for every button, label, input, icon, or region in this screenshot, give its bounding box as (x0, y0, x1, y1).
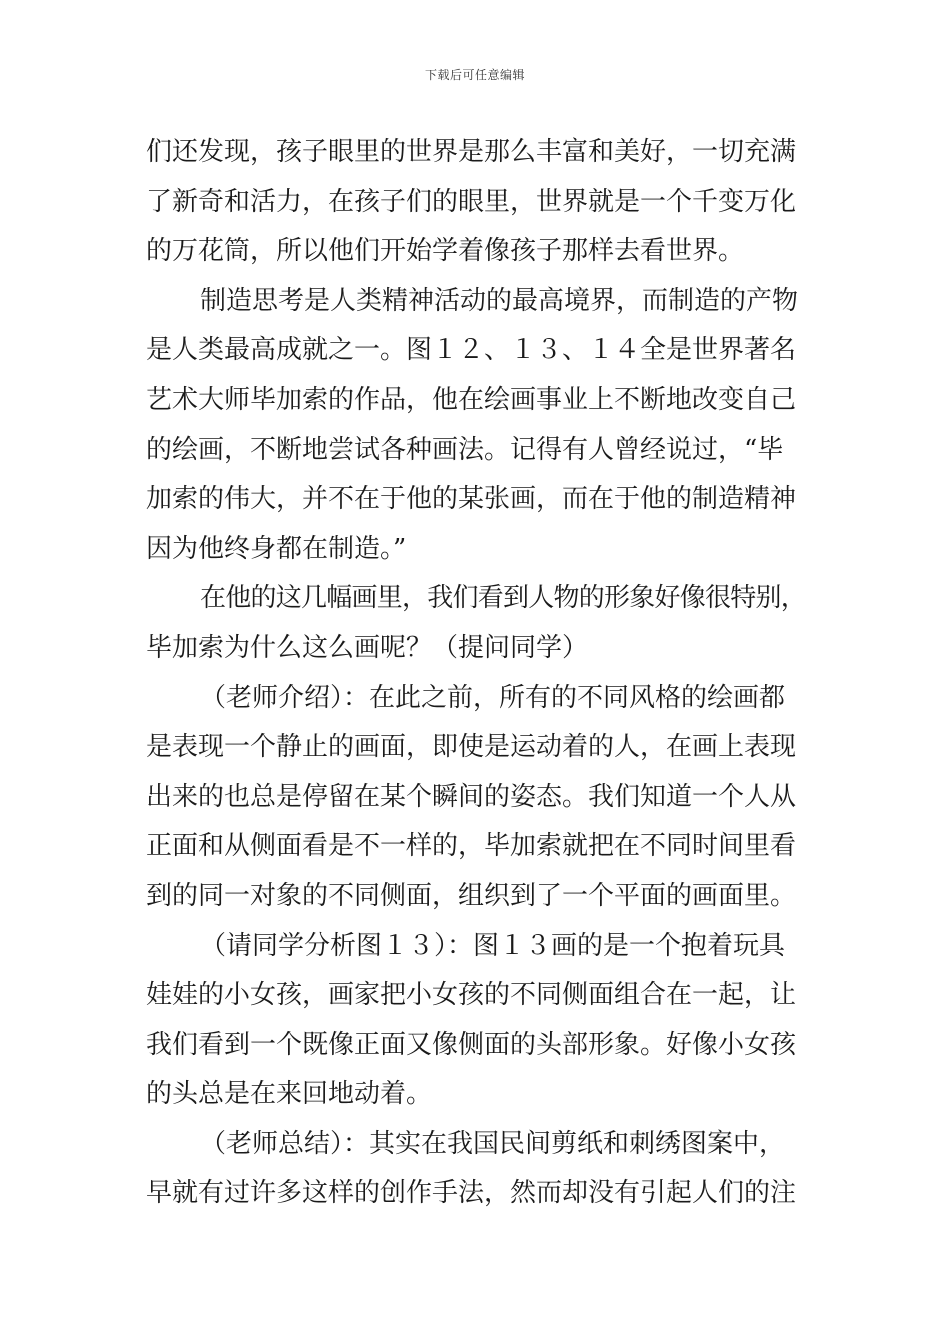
page-header: 下载后可任意编辑 (424, 68, 525, 82)
text-line: 娃娃的小女孩，画家把小女孩的不同侧面组合在一起，让 (146, 980, 797, 1011)
text-line: 了新奇和活力，在孩子们的眼里，世界就是一个千变万化 (146, 186, 797, 217)
text-line: 出来的也总是停留在某个瞬间的姿态。我们知道一个人从 (146, 781, 797, 812)
text-line: 是人类最高成就之一。图１２、１３、１４全是世界著名 (146, 335, 797, 366)
text-line: 在他的这几幅画里，我们看到人物的形象好像很特别， (200, 583, 807, 614)
text-line: 艺术大师毕加索的作品，他在绘画事业上不断地改变自己 (146, 384, 797, 415)
text-line: 我们看到一个既像正面又像侧面的头部形象。好像小女孩 (146, 1029, 797, 1060)
text-line: 正面和从侧面看是不一样的，毕加索就把在不同时间里看 (146, 831, 797, 862)
text-line: 加索的伟大，并不在于他的某张画，而在于他的制造精神 (146, 484, 797, 515)
document-body (146, 128, 810, 1219)
text-line: 的头总是在来回地动着。 (146, 1079, 433, 1110)
text-line: 的万花筒，所以他们开始学着像孩子那样去看世界。 (146, 236, 745, 267)
text-line: 制造思考是人类精神活动的最高境界，而制造的产物 (200, 285, 799, 316)
text-line: 因为他终身都在制造。” (146, 533, 407, 564)
text-line: 的绘画，不断地尝试各种画法。记得有人曾经说过，“毕 (146, 434, 784, 465)
text-line: 是表现一个静止的画面，即使是运动着的人，在画上表现 (146, 732, 797, 763)
text-line: 们还发现，孩子眼里的世界是那么丰富和美好，一切充满 (146, 137, 797, 167)
text-line: 毕加索为什么这么画呢？（提问同学） (146, 632, 589, 663)
text-line: 到的同一对象的不同侧面，组织到了一个平面的画面里。 (146, 880, 797, 911)
text-line: （老师介绍）：在此之前，所有的不同风格的绘画都 (200, 682, 786, 713)
text-line: 早就有过许多这样的创作手法，然而却没有引起人们的注 (146, 1178, 797, 1209)
text-line: （请同学分析图１３）：图１３画的是一个抱着玩具 (200, 930, 786, 961)
text-line: （老师总结）：其实在我国民间剪纸和刺绣图案中， (200, 1128, 786, 1159)
